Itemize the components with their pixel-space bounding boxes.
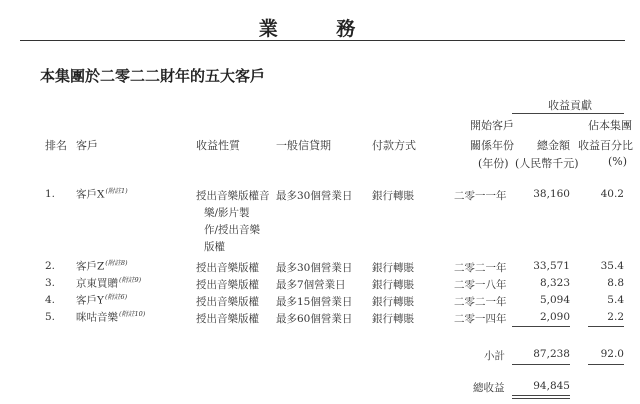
grand-total-label: 總收益: [473, 382, 505, 394]
row-total: 2,090: [539, 311, 570, 323]
header-pct-l2: 收益百分比: [578, 139, 633, 152]
row-nature-line: 授出音樂版權: [196, 262, 259, 274]
row-nature-line: 授出音樂版權音: [196, 190, 270, 202]
row-customer: [76, 275, 141, 291]
section-title: 業 務: [258, 18, 382, 40]
customer-name: 京東買贈: [76, 277, 118, 290]
grand-total-rule-2: [512, 398, 570, 399]
row-payment: 銀行轉賬: [372, 262, 414, 274]
header-customer: 客戶: [76, 139, 98, 152]
subtotal-rule-pct: [588, 326, 624, 327]
row-pct: 5.4: [607, 294, 624, 306]
title-rule: [20, 40, 625, 41]
customer-name: 咪咕音樂: [76, 311, 118, 324]
row-year: 二零二一年: [454, 262, 507, 274]
row-customer: [76, 292, 127, 308]
row-year: 二零二一年: [454, 296, 507, 308]
subtotal-bottom-rule-total: [512, 364, 570, 365]
row-nature-line: 作/授出音樂: [204, 224, 261, 236]
header-start-year-l2: 關係年份: [470, 139, 514, 152]
customer-note: (附註9): [119, 276, 142, 284]
row-pct: 8.8: [607, 277, 624, 289]
row-total: 33,571: [533, 260, 570, 272]
customer-note: (附註10): [119, 310, 146, 318]
header-credit-period: 一般信貸期: [276, 139, 331, 152]
row-nature-line: 授出音樂版權: [196, 279, 259, 291]
customer-name: 客戶Y: [76, 294, 104, 307]
subtotal-label: 小計: [484, 350, 505, 362]
row-credit: 最多30個營業日: [276, 190, 353, 202]
header-total-unit: (人民幣千元): [515, 157, 579, 170]
row-payment: 銀行轉賬: [372, 313, 414, 325]
grand-total-rule-1: [512, 395, 570, 396]
header-payment-method: 付款方式: [372, 139, 416, 152]
customer-name: 客戶X: [76, 188, 105, 201]
row-payment: 銀行轉賬: [372, 190, 414, 202]
row-credit: 最多7個營業日: [276, 279, 346, 291]
header-group-rule: [512, 113, 624, 114]
row-rank: 4.: [45, 294, 56, 306]
subtotal-bottom-rule-pct: [588, 364, 624, 365]
row-total: 38,160: [533, 188, 570, 200]
row-rank: 1.: [45, 188, 56, 200]
row-nature-line: 版權: [204, 241, 225, 253]
customer-note: (附註1): [105, 187, 128, 195]
subtotal-rule-total: [512, 326, 570, 327]
row-pct: 40.2: [600, 188, 624, 200]
row-customer: [76, 186, 128, 202]
row-credit: 最多15個營業日: [276, 296, 353, 308]
row-rank: 5.: [45, 311, 56, 323]
customer-name: 客戶Z: [76, 260, 105, 273]
table-heading: 本集團於二零二二財年的五大客戶: [40, 67, 266, 85]
customer-note: (附註6): [104, 293, 128, 301]
customer-note: (附註8): [105, 259, 128, 267]
row-year: 二零一一年: [454, 190, 507, 202]
row-payment: 銀行轉賬: [372, 296, 414, 308]
header-pct-l1: 佔本集團: [588, 119, 632, 132]
header-start-year-unit: (年份): [478, 157, 509, 170]
row-year: 二零一八年: [454, 279, 507, 291]
row-credit: 最多60個營業日: [276, 313, 353, 325]
subtotal-total: 87,238: [533, 348, 570, 360]
row-customer: [76, 258, 128, 274]
header-pct-unit: (%): [608, 155, 628, 168]
header-total: 總金額: [537, 139, 570, 152]
header-start-year-l1: 開始客戶: [470, 119, 514, 132]
row-nature-line: 授出音樂版權: [196, 313, 259, 325]
row-total: 8,323: [539, 277, 570, 289]
row-pct: 2.2: [607, 311, 624, 323]
row-pct: 35.4: [600, 260, 624, 272]
row-payment: 銀行轉賬: [372, 279, 414, 291]
row-nature-line: 樂/影片製: [204, 207, 250, 219]
header-rank: 排名: [45, 139, 67, 152]
row-rank: 3.: [45, 277, 56, 289]
subtotal-pct: 92.0: [600, 348, 624, 360]
row-customer: [76, 309, 145, 325]
row-total: 5,094: [539, 294, 570, 306]
row-year: 二零一四年: [454, 313, 507, 325]
header-revenue-contribution: 收益貢獻: [548, 99, 592, 112]
header-revenue-nature: 收益性質: [196, 139, 240, 152]
row-rank: 2.: [45, 260, 56, 272]
row-credit: 最多30個營業日: [276, 262, 353, 274]
row-nature-line: 授出音樂版權: [196, 296, 259, 308]
grand-total-value: 94,845: [533, 380, 570, 392]
